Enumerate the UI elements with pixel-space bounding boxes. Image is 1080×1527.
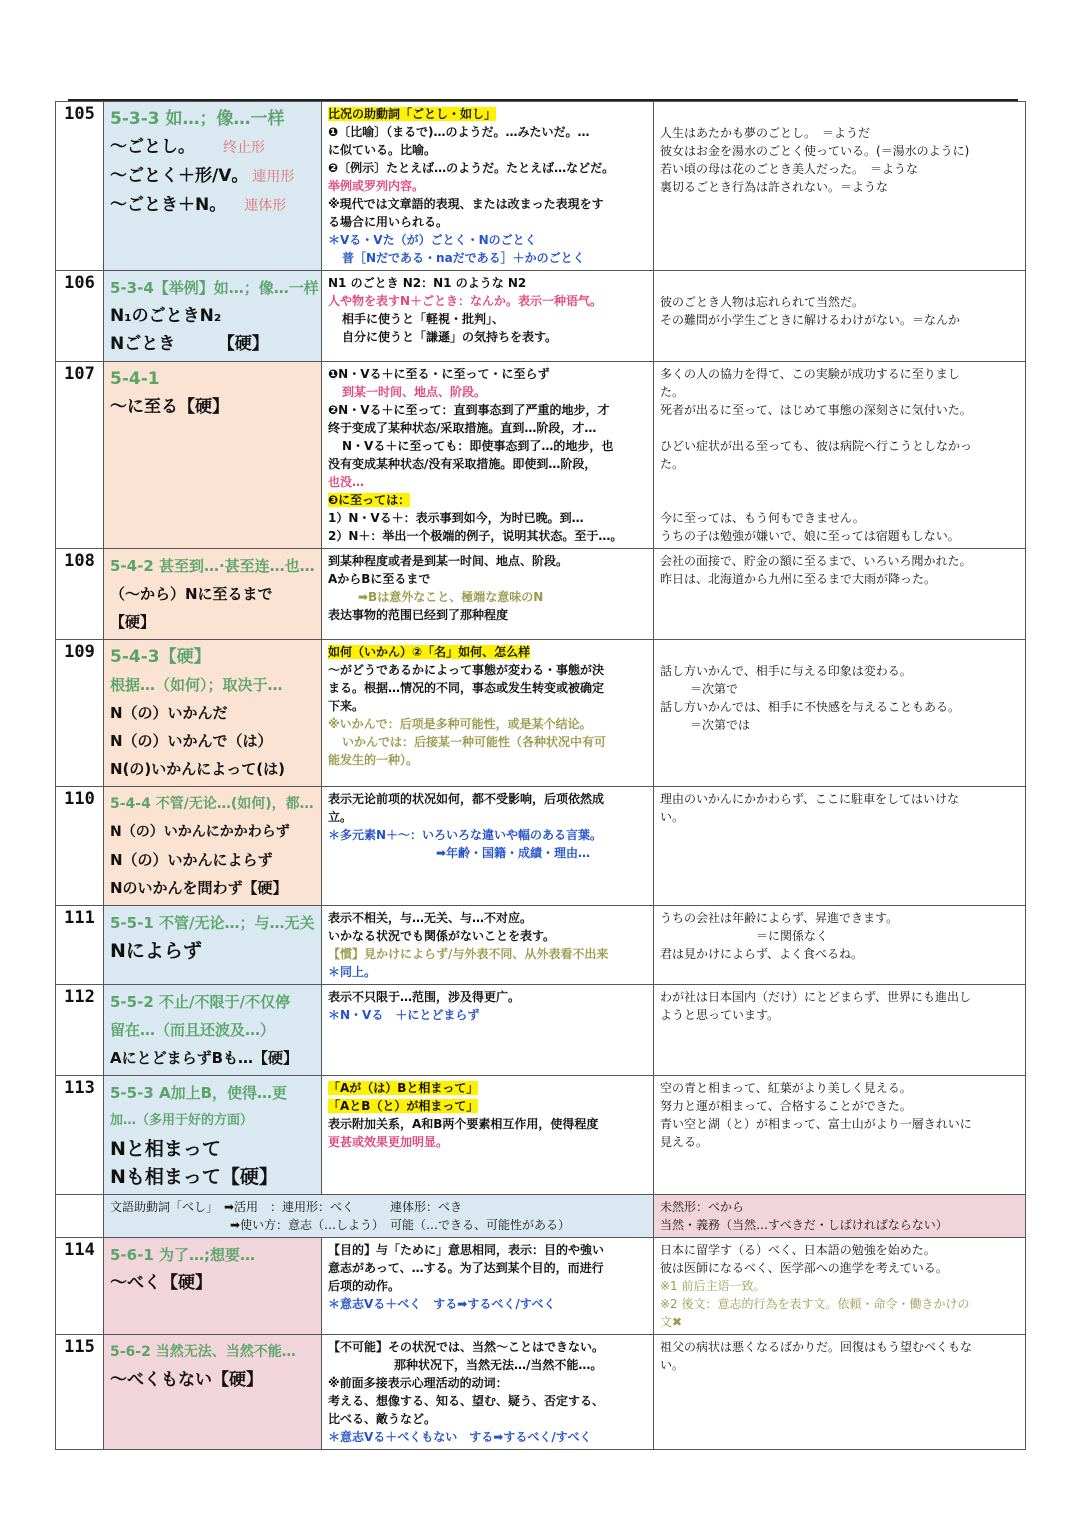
explanation-line: 能发生的一种）。 [328,753,419,767]
explanation-line: 「Aが（は）Bと相まって」 [328,1081,479,1095]
explanation-line: 举例或罗列内容。 [328,179,425,193]
explanation-line: ❶N・Vる＋に至る・に至って・に至らず [328,367,550,381]
example-line: 多くの人の協力を得て、この実験が成功するに至りまし [660,367,960,381]
explanation-line: 那种状况下，当然无法…/当然不能…。 [394,1358,603,1372]
table-row [56,985,1026,1076]
explanation-line: 【不可能】その状況では、当然～ことはできない。 [328,1340,605,1354]
example-line: 彼女はお金を湯水のごとく使っている。(＝湯水のように) [660,144,970,158]
explanation-line: ❸に至っては： [328,493,411,507]
grammar-form: Nによらず [110,940,202,962]
example-cell [654,1076,1026,1195]
example-cell [654,362,1026,549]
explanation-line: 表示不只限于…范围，涉及得更广。 [328,990,521,1004]
explanation-line: 意志があって、…する。为了达到某个目的，而进行 [328,1261,604,1275]
grammar-code: 5-5-1 不管/无论…；与…无关 [110,914,315,932]
explanation-line: いかなる状況でも関係がないことを表す。 [328,929,556,943]
example-line: い。 [660,1358,685,1372]
explanation-line: 到某种程度或者是到某一时间、地点、阶段。 [328,554,569,568]
grammar-title [104,985,322,1076]
grammar-title [104,1238,322,1335]
example-cell [654,640,1026,787]
example-line: わが社は日本国内（だけ）にとどまらず、世界にも進出し [660,990,972,1004]
explanation-line: ※現代では文章語的表現、または改まった表現をす [328,197,604,211]
explanation-cell [322,906,654,985]
example-line: い。 [660,810,685,824]
explanation-line: N1 のごとき N2：N1 のような N2 [328,276,527,290]
grammar-sub: 加…（多用于好的方面） [110,1113,254,1128]
explanation-cell [322,362,654,549]
row-number: 106 [56,271,104,362]
explanation-line: ＊意志Vる＋べく する➡するべく/すべく [328,1297,556,1311]
explanation-line: ＊意志Vる＋べくもない する➡するべく/すべく [328,1430,592,1444]
example-line: 文✖ [660,1315,683,1329]
row-number: 112 [56,985,104,1076]
table-row [56,362,1026,549]
row-number: 105 [56,102,104,271]
explanation-cell [322,271,654,362]
explanation-line: ※いかんで：后项是多种可能性，或是某个结论。 [328,717,592,731]
explanation-cell [322,1335,654,1450]
explanation-line: 【目的】与「ために」意思相同，表示：目的や強い [328,1243,605,1257]
explanation-line: 没有变成某种状态/没有采取措施。即使到…阶段， [328,457,597,471]
grammar-form: ～ごとき＋N。 [110,195,227,215]
note-line: 文語助動詞「べし」 ➡活用 ：連用形：べく 連体形：べき [110,1200,463,1214]
table-row [56,549,1026,640]
grammar-form: ～ごとく＋形/V。 [110,166,249,186]
example-line [660,491,1019,509]
row-number: 108 [56,549,104,640]
table-row [56,640,1026,787]
explanation-line: 下来。 [328,699,365,713]
example-cell [654,549,1026,640]
grammar-title [104,102,322,271]
explanation-line: ❷N・Vる＋に至って：直到事态到了严重的地步，才 [328,403,610,417]
note-cell [654,1195,1026,1238]
grammar-code: 5-4-1 [110,369,160,389]
example-line: ＝に関係なく [756,929,829,943]
example-line: 見える。 [660,1135,709,1149]
grammar-sub: 根据…（如何）；取决于… [110,676,283,694]
table-row [56,1195,1026,1238]
example-cell [654,906,1026,985]
example-line: 彼は医師になるべく、医学部への進学を考えている。 [660,1261,948,1275]
grammar-title [104,640,322,787]
example-line: 空の青と相まって、紅葉がより美しく見える。 [660,1081,912,1095]
row-number: 114 [56,1238,104,1335]
grammar-form: Nと相まって [110,1138,221,1160]
example-line: 裏切るごとき行為は許されない。＝ような [660,180,889,194]
example-line: ひどい症状が出る至っても、彼は病院へ行こうとしなかっ [660,439,973,453]
example-line: 死者が出るに至って、はじめて事態の深刻さに気付いた。 [660,403,972,417]
grammar-form: Nごとき 【硬】 [110,334,269,354]
grammar-code: 5-4-2 甚至到…·甚至连…也… [110,557,315,575]
explanation-line: 2）N＋：举出一个极端的例子，说明其状态。至于…。 [328,529,623,543]
explanation-line: る場合に用いられる。 [328,215,449,229]
explanation-heading: 比况の助動詞「ごとし・如し」 [328,107,497,121]
grammar-code: 5-5-2 不止/不限于/不仅停 [110,993,290,1011]
grammar-form: N（の）いかんで（は） [110,732,273,750]
explanation-line: AからBに至るまで [328,572,431,586]
explanation-line: いかんでは：后接某一种可能性（各种状况中有可 [342,735,607,749]
note-cell [104,1195,654,1238]
grammar-form: （～から）Nに至るまで [110,585,273,603]
explanation-line: 普［Nだである・naだである］＋かのごとく [342,251,585,265]
example-line: ようと思っています。 [660,1008,780,1022]
grammar-code: 5-3-4【举例】如…；像…一样 [110,279,319,297]
grammar-code: 5-3-3 如…；像…一样 [110,109,285,129]
example-cell [654,102,1026,271]
example-line: 人生はあたかも夢のごとし。 ＝ようだ [660,126,871,140]
explanation-line: 表达事物的范围已经到了那种程度 [328,608,509,622]
example-line: 青い空と湖（と）が相まって、富士山がより一層きれいに [660,1117,972,1131]
grammar-form: ～ごとし。 [110,137,195,157]
example-cell [654,1335,1026,1450]
explanation-line: 也没… [328,475,365,489]
explanation-line: 表示不相关，与…无关、与…不对应。 [328,911,533,925]
table-row [56,1076,1026,1195]
explanation-cell [322,985,654,1076]
explanation-line: 1）N・Vる＋：表示事到如今，为时已晚。到… [328,511,584,525]
grammar-code: 5-6-1 为了…;想要… [110,1246,255,1264]
explanation-cell [322,549,654,640]
table-row [56,906,1026,985]
grammar-form: N₁のごときN₂ [110,306,222,326]
example-line: ＝次第で [690,682,739,696]
explanation-line: 终于变成了某种状态/采取措施。直到…阶段，才… [328,421,597,435]
explanation-line: ＊同上。 [328,965,377,979]
form-tag: 终止形 [223,140,265,156]
explanation-line: 相手に使うと「軽視・批判」、 [342,312,505,326]
grammar-code: 5-4-3【硬】 [110,647,211,667]
example-cell [654,1238,1026,1335]
example-line: うちの会社は年齢によらず、昇進できます。 [660,911,899,925]
explanation-cell [322,787,654,906]
explanation-heading: 如何（いかん）②「名」如何、怎么样 [328,645,531,659]
explanation-line: 比べる、敵うなど。 [328,1412,437,1426]
explanation-line: 更甚或效果更加明显。 [328,1135,449,1149]
table-row [56,102,1026,271]
explanation-line: 表示附加关系，A和B两个要素相互作用，使得程度 [328,1117,599,1131]
grammar-title [104,362,322,549]
explanation-line: 自分に使うと「謙遜」の気持ちを表す。 [342,330,558,344]
explanation-line: 「AとB（と）が相まって」 [328,1099,479,1113]
example-line: た。 [660,457,685,471]
example-line: うちの子は勉強が嫌いで、娘に至っては宿題もしない。 [660,529,960,543]
grammar-code: 5-6-2 当然无法、当然不能… [110,1344,296,1360]
example-line: た。 [660,385,685,399]
example-line: 今に至っては、もう何もできません。 [660,511,865,525]
grammar-form: ～べくもない【硬】 [110,1370,263,1390]
table-row [56,787,1026,906]
form-tag: 連体形 [244,198,287,214]
grammar-form: N（の）いかんにかかわらず [110,824,290,840]
grammar-form: N(の)いかんによって(は) [110,760,285,778]
explanation-line: 【慣】見かけによらず/与外表不同、从外表看不出来 [328,947,609,961]
example-line: 理由のいかんにかかわらず、ここに駐車をしてはいけな [660,792,960,806]
example-cell [654,787,1026,906]
example-cell [654,985,1026,1076]
example-line: 彼のごとき人物は忘れられて当然だ。 [660,295,865,309]
grammar-title [104,906,322,985]
explanation-cell [322,102,654,271]
explanation-line: 人や物を表すN＋ごとき：なんか。表示一种语气。 [328,294,603,308]
explanation-line: ＊多元素N＋～：いろいろな違いや幅のある言葉。 [328,828,603,842]
grammar-form: ～べく【硬】 [110,1273,212,1293]
explanation-line: 考える、想像する、知る、望む、疑う、否定する、 [328,1394,605,1408]
grammar-form: N（の）いかんによらず [110,851,273,869]
example-line: ※1 前后主语一致。 [660,1279,766,1293]
explanation-line: 到某一时间、地点、阶段。 [342,385,487,399]
row-number: 111 [56,906,104,985]
explanation-line: まる。根据…情况的不同，事态或发生转变或被确定 [328,681,605,695]
row-number: 113 [56,1076,104,1195]
explanation-line: ➡Bは意外なこと、極端な意味のN [358,590,544,604]
note-line: 未然形：べから [660,1200,745,1214]
explanation-line: ➡年齢・国籍・成績・理由… [436,846,591,860]
example-line: 昨日は、北海道から九州に至るまで大雨が降った。 [660,572,937,586]
grammar-form: Nも相まって【硬】 [110,1166,278,1188]
explanation-line: ＊Vる・Vた（が）ごとく・Nのごとく [328,233,537,247]
explanation-line: ～がどうであるかによって事態が変わる・事態が決 [328,663,605,677]
row-number: 107 [56,362,104,549]
row-number: 109 [56,640,104,787]
table-row [56,271,1026,362]
grammar-sub: 留在…（而且还波及…） [110,1021,276,1039]
example-line: 祖父の病状は悪くなるばかりだ。回復はもう望むべくもな [660,1340,973,1354]
example-line: ※2 後文：意志的行為を表す文。依頼・命令・働きかけの [660,1297,970,1311]
example-line: その難問が小学生ごときに解けるわけがない。＝なんか [660,313,961,327]
grammar-title [104,1076,322,1195]
row-number: 110 [56,787,104,906]
grammar-code: 5-4-4 不管/无论…(如何)，都… [110,796,314,812]
example-line: 若い頃の母は花のごとき美人だった。 ＝ような [660,162,919,176]
explanation-line: ※前面多接表示心理活动的动词： [328,1376,508,1390]
example-line [660,419,1019,437]
grammar-title [104,271,322,362]
explanation-line: N・Vる＋に至っても：即使事态到了…的地步，也 [342,439,614,453]
grammar-table [55,101,1026,1450]
example-cell [654,271,1026,362]
example-line [660,473,1019,491]
example-line: 話し方いかんで、相手に与える印象は変わる。 [660,664,912,678]
grammar-form: AにとどまらずBも…【硬】 [110,1049,299,1067]
explanation-line: 立。 [328,810,353,824]
row-number: 115 [56,1335,104,1450]
row-number [56,1195,104,1238]
grammar-code: 5-5-3 A加上B，使得…更 [110,1084,288,1102]
explanation-line: ＊N・Vる ＋にとどまらず [328,1008,480,1022]
example-line: ＝次第では [690,718,751,732]
example-line: 日本に留学す（る）べく、日本語の勉強を始めた。 [660,1243,936,1257]
explanation-cell [322,640,654,787]
example-line: 会社の面接で、貯金の額に至るまで、いろいろ聞かれた。 [660,554,972,568]
example-line: 話し方いかんでは、相手に不快感を与えることもある。 [660,700,961,714]
example-line: 君は見かけによらず、よく食べるね。 [660,947,864,961]
explanation-line: に似ている。比喻。 [328,143,437,157]
grammar-form: N（の）いかんだ [110,704,228,722]
grammar-title [104,787,322,906]
grammar-title [104,1335,322,1450]
example-line: 努力と運が相まって、合格することができた。 [660,1099,912,1113]
table-row [56,1238,1026,1335]
grammar-form: ～に至る【硬】 [110,397,229,417]
grammar-title [104,549,322,640]
explanation-line: ❶〔比喻〕（まるで)…のようだ。…みたいだ。… [328,125,590,139]
explanation-cell [322,1076,654,1195]
explanation-cell [322,1238,654,1335]
explanation-line: ❷〔例示〕たとえば…のようだ。たとえば…などだ。 [328,161,615,175]
note-line: ➡使い方：意志（…しよう） 可能（…できる、可能性がある） [110,1218,571,1232]
form-tag: 連用形 [252,169,295,185]
grammar-form: 【硬】 [110,613,156,631]
explanation-line: 表示无论前项的状况如何，都不受影响，后项依然成 [328,792,605,806]
explanation-line: 后项的动作。 [328,1279,401,1293]
note-line: 当然・義務（当然…すべきだ・しばければならない） [660,1218,948,1232]
grammar-form: Nのいかんを問わず【硬】 [110,879,288,897]
table-row [56,1335,1026,1450]
